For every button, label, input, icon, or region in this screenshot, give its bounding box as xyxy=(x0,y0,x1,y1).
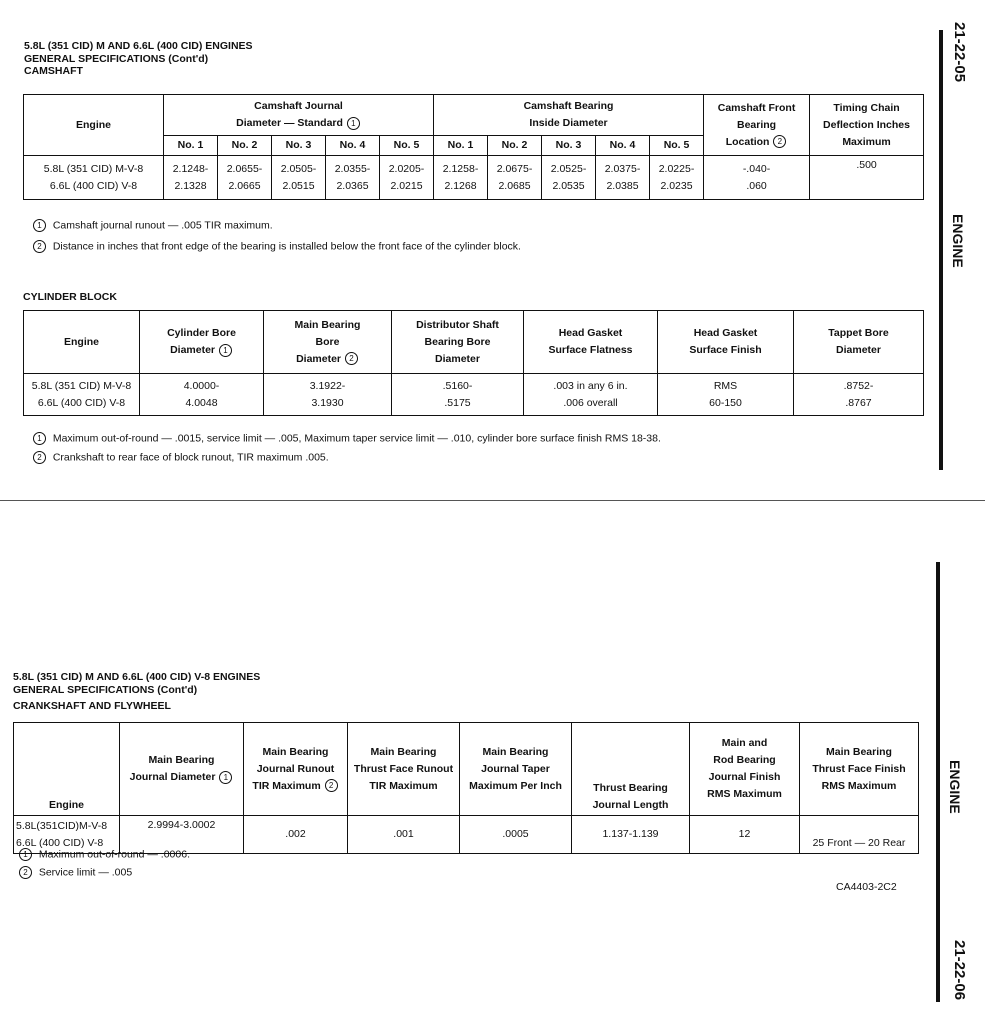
value-cell: 2.0375- 2.0385 xyxy=(596,156,650,200)
sub-header: No. 1 xyxy=(164,136,218,156)
sub-header: No. 1 xyxy=(434,136,488,156)
sub-header: No. 5 xyxy=(650,136,704,156)
value-cell: 2.0655- 2.0665 xyxy=(218,156,272,200)
footnote-mark-1: 1 xyxy=(219,344,232,357)
engine-cell: 5.8L(351CID)M-V-8 6.6L (400 CID) V-8 xyxy=(14,816,120,854)
value-cell: 2.1248- 2.1328 xyxy=(164,156,218,200)
page-1-title xyxy=(24,40,253,78)
value-cell: .5160- .5175 xyxy=(392,374,524,416)
value-cell: 2.0205- 2.0215 xyxy=(380,156,434,200)
footnote-mark-2: 2 xyxy=(325,779,338,792)
cylinder-block-table xyxy=(23,310,924,416)
value-cell: 2.0505- 2.0515 xyxy=(272,156,326,200)
section-title: CRANKSHAFT AND FLYWHEEL xyxy=(13,700,171,712)
bore-diameter-header: Cylinder Bore Diameter 1 xyxy=(140,311,264,374)
value-cell: .500 xyxy=(810,156,924,200)
value-cell: 1.137-1.139 xyxy=(572,816,690,854)
engine-cell: 5.8L (351 CID) M-V-8 6.6L (400 CID) V-8 xyxy=(24,374,140,416)
footnote-mark-2: 2 xyxy=(33,451,46,464)
footnote-mark-2: 2 xyxy=(773,135,786,148)
bearing-header: Camshaft Bearing Inside Diameter xyxy=(434,95,704,136)
footnote: 1 Camshaft journal runout — .005 TIR maximum. xyxy=(32,219,273,232)
sub-header: No. 4 xyxy=(596,136,650,156)
page-2-title xyxy=(13,671,260,713)
value-cell: 12 xyxy=(690,816,800,854)
footnote: 2 Service limit — .005 xyxy=(18,866,132,879)
page-number: 21-22-06 xyxy=(951,940,968,1001)
page-edge-bar xyxy=(936,562,940,1002)
journal-runout-header: Main Bearing Journal Runout TIR Maximum 2 xyxy=(244,723,348,816)
value-cell: .0005 xyxy=(460,816,572,854)
gasket-flatness-header: Head Gasket Surface Flatness xyxy=(524,311,658,374)
footnote: 2 Crankshaft to rear face of block runout, TIR maximum .005. xyxy=(32,451,329,464)
value-cell: 2.0225- 2.0235 xyxy=(650,156,704,200)
value-cell: 2.0525- 2.0535 xyxy=(542,156,596,200)
footnote-mark-1: 1 xyxy=(33,219,46,232)
engine-cell: 5.8L (351 CID) M-V-8 6.6L (400 CID) V-8 xyxy=(24,156,164,200)
thrust-runout-header: Main Bearing Thrust Face Runout TIR Maximum xyxy=(348,723,460,816)
footnote-mark-1: 1 xyxy=(347,117,360,130)
sub-header: No. 2 xyxy=(218,136,272,156)
title-line: 5.8L (351 CID) M AND 6.6L (400 CID) V-8 ENGINES xyxy=(13,671,261,683)
page-edge-bar xyxy=(939,30,943,470)
footnote-mark-1: 1 xyxy=(19,848,32,861)
footnote-mark-1: 1 xyxy=(33,432,46,445)
value-cell: .8752- .8767 xyxy=(794,374,924,416)
section-name: ENGINE xyxy=(947,760,963,814)
journal-finish-header: Main and Rod Bearing Journal Finish RMS Maximum xyxy=(690,723,800,816)
value-cell: .002 xyxy=(244,816,348,854)
sub-header: No. 5 xyxy=(380,136,434,156)
sub-header: No. 2 xyxy=(488,136,542,156)
section-title: CAMSHAFT xyxy=(24,65,83,77)
tappet-bore-header: Tappet Bore Diameter xyxy=(794,311,924,374)
footnote: 2 Distance in inches that front edge of the bearing is installed below the front face of the cylinder block. xyxy=(32,240,521,253)
value-cell: 2.0675- 2.0685 xyxy=(488,156,542,200)
camshaft-spec-table xyxy=(23,94,924,200)
sub-header: No. 4 xyxy=(326,136,380,156)
value-cell: 25 Front — 20 Rear xyxy=(800,816,919,854)
figure-code: CA4403-2C2 xyxy=(836,881,897,893)
main-bearing-bore-header: Main Bearing Bore Diameter 2 xyxy=(264,311,392,374)
value-cell: 2.0355- 2.0365 xyxy=(326,156,380,200)
title-line: GENERAL SPECIFICATIONS (Cont'd) xyxy=(24,52,209,65)
value-cell: .003 in any 6 in. .006 overall xyxy=(524,374,658,416)
value-cell: 4.0000- 4.0048 xyxy=(140,374,264,416)
footnote-mark-2: 2 xyxy=(345,352,358,365)
gasket-finish-header: Head Gasket Surface Finish xyxy=(658,311,794,374)
front-location-header: Camshaft Front Bearing Location 2 xyxy=(704,95,810,156)
footnote-mark-2: 2 xyxy=(33,240,46,253)
title-line: 5.8L (351 CID) M AND 6.6L (400 CID) ENGINES xyxy=(24,40,253,52)
footnote: 1 Maximum out-of-round — .0015, service limit — .005, Maximum taper service limit — .010, cylinder bore surface finish RMS 18-38. xyxy=(32,432,661,445)
value-cell: RMS 60-150 xyxy=(658,374,794,416)
sub-header: No. 3 xyxy=(542,136,596,156)
page-number: 21-22-05 xyxy=(951,22,968,83)
sub-header: No. 3 xyxy=(272,136,326,156)
page-divider xyxy=(0,500,985,501)
thrust-finish-header: Main Bearing Thrust Face Finish RMS Maximum xyxy=(800,723,919,816)
footnote-mark-2: 2 xyxy=(19,866,32,879)
journal-taper-header: Main Bearing Journal Taper Maximum Per Inch xyxy=(460,723,572,816)
value-cell: .001 xyxy=(348,816,460,854)
distributor-bore-header: Distributor Shaft Bearing Bore Diameter xyxy=(392,311,524,374)
section-title: CYLINDER BLOCK xyxy=(23,291,117,303)
value-cell: -.040- .060 xyxy=(704,156,810,200)
value-cell: 3.1922- 3.1930 xyxy=(264,374,392,416)
value-cell: 2.1258- 2.1268 xyxy=(434,156,488,200)
journal-diameter-header: Main Bearing Journal Diameter 1 xyxy=(120,723,244,816)
chain-deflection-header: Timing Chain Deflection Inches Maximum xyxy=(810,95,924,156)
table-row xyxy=(24,374,924,416)
title-line: GENERAL SPECIFICATIONS (Cont'd) xyxy=(13,683,198,696)
thrust-length-header: Thrust Bearing Journal Length xyxy=(572,723,690,816)
journal-header: Camshaft Journal Diameter — Standard 1 xyxy=(164,95,434,136)
footnote: 1 Maximum out-of-round — .0006. xyxy=(18,848,190,861)
engine-header: Engine xyxy=(24,95,164,156)
engine-header: Engine xyxy=(24,311,140,374)
engine-header: Engine xyxy=(14,723,120,816)
section-name: ENGINE xyxy=(950,214,966,268)
value-cell: 2.9994-3.0002 xyxy=(120,816,244,854)
crankshaft-flywheel-table xyxy=(13,722,919,854)
footnote-mark-1: 1 xyxy=(219,771,232,784)
table-row xyxy=(24,156,924,200)
